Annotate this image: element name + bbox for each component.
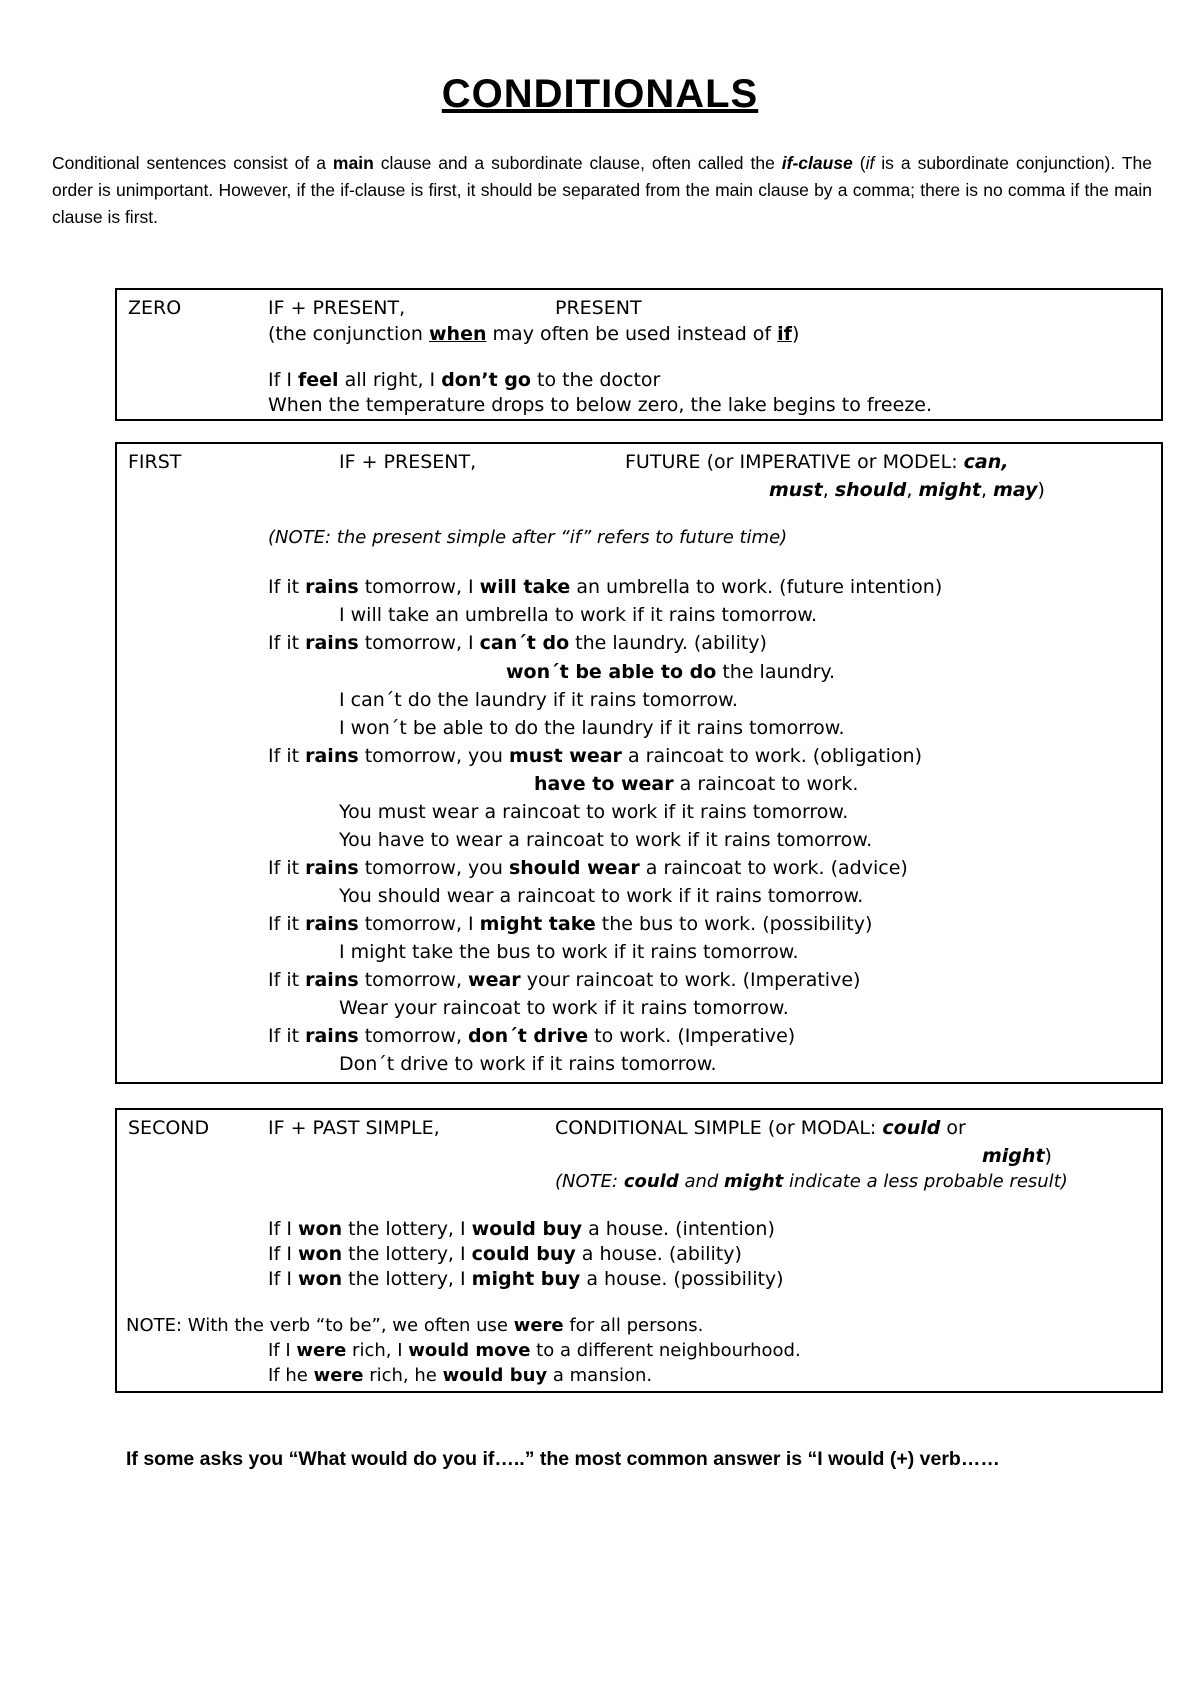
first-example-line: You must wear a raincoat to work if it rains tomorrow.	[339, 801, 849, 823]
second-formula-main: CONDITIONAL SIMPLE (or MODAL: could or	[555, 1117, 966, 1139]
zero-formula-if: IF + PRESENT,	[268, 297, 406, 319]
first-example-line: If it rains tomorrow, wear your raincoat to work. (Imperative)	[268, 969, 861, 991]
first-formula-modals: must, should, might, may)	[769, 479, 1045, 501]
zero-example-2: When the temperature drops to below zero, the lake begins to freeze.	[268, 394, 933, 416]
page-title: CONDITIONALS	[441, 72, 759, 116]
first-example-line: If it rains tomorrow, don´t drive to work. (Imperative)	[268, 1025, 796, 1047]
zero-formula-main: PRESENT	[555, 297, 642, 319]
first-example-line: If it rains tomorrow, you should wear a raincoat to work. (advice)	[268, 857, 908, 879]
zero-example-1: If I feel all right, I don’t go to the doctor	[268, 369, 661, 391]
first-example-line: You have to wear a raincoat to work if it rains tomorrow.	[339, 829, 873, 851]
first-example-line: If it rains tomorrow, you must wear a raincoat to work. (obligation)	[268, 745, 922, 767]
first-example-line: I might take the bus to work if it rains tomorrow.	[339, 941, 799, 963]
first-example-line: I will take an umbrella to work if it rains tomorrow.	[339, 604, 818, 626]
zero-label: ZERO	[128, 297, 182, 319]
first-example-line: If it rains tomorrow, I can´t do the laundry. (ability)	[268, 632, 767, 654]
second-label: SECOND	[128, 1117, 210, 1139]
second-formula-if: IF + PAST SIMPLE,	[268, 1117, 440, 1139]
first-conditional-box	[115, 442, 1163, 1084]
intro-paragraph: Conditional sentences consist of a main clause and a subordinate clause, often called the if-clause (if is a subordinate conjunction). The order is unimportant. However, if the if-clause is first, it should be separated from the main clause by a comma; there is no comma if the main clause is first.	[52, 153, 1152, 227]
second-formula-might: might)	[982, 1145, 1052, 1167]
zero-note: (the conjunction when may often be used instead of if)	[268, 323, 800, 345]
first-example-line: won´t be able to do the laundry.	[506, 661, 835, 683]
first-formula-if: IF + PRESENT,	[339, 451, 477, 473]
second-example-line: If I won the lottery, I might buy a house. (possibility)	[268, 1268, 784, 1290]
second-were-example: If I were rich, I would move to a different neighbourhood.	[268, 1340, 801, 1361]
first-example-line: I can´t do the laundry if it rains tomorrow.	[339, 689, 738, 711]
first-example-line: have to wear a raincoat to work.	[534, 773, 859, 795]
first-formula-main: FUTURE (or IMPERATIVE or MODEL: can,	[625, 451, 1009, 473]
first-example-line: If it rains tomorrow, I might take the bus to work. (possibility)	[268, 913, 873, 935]
first-example-line: You should wear a raincoat to work if it rains tomorrow.	[339, 885, 864, 907]
second-example-line: If I won the lottery, I could buy a house. (ability)	[268, 1243, 742, 1265]
first-note: (NOTE: the present simple after “if” refers to future time)	[268, 527, 788, 548]
first-label: FIRST	[128, 451, 182, 473]
first-example-line: If it rains tomorrow, I will take an umbrella to work. (future intention)	[268, 576, 943, 598]
second-conditional-box	[115, 1108, 1163, 1393]
second-note-to-be: NOTE: With the verb “to be”, we often use were for all persons.	[126, 1315, 704, 1336]
first-example-line: I won´t be able to do the laundry if it rains tomorrow.	[339, 717, 845, 739]
second-were-example: If he were rich, he would buy a mansion.	[268, 1365, 653, 1386]
second-example-line: If I won the lottery, I would buy a house. (intention)	[268, 1218, 775, 1240]
zero-conditional-box	[115, 288, 1163, 421]
second-note: (NOTE: could and might indicate a less probable result)	[555, 1171, 1068, 1192]
first-example-line: Don´t drive to work if it rains tomorrow.	[339, 1053, 717, 1075]
first-example-line: Wear your raincoat to work if it rains tomorrow.	[339, 997, 789, 1019]
footer-note: If some asks you “What would do you if…..” the most common answer is “I would (+) verb……	[126, 1448, 1000, 1470]
